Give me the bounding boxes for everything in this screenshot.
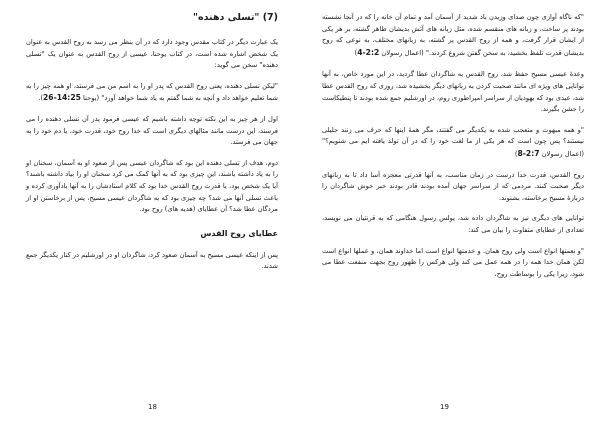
paragraph: پس از اینکه عیسی مسیح به آسمان صعود کرد، شاگردان او در اورشلیم در کنار یکدیگر جمع شدند. — [26, 250, 278, 271]
paragraph: اول از هر چیز به این نکته توجه داشته باشیم که عیسی فرمود پدر آن تسلی دهنده را می فرستد، این درست مانند مثالهای دیگری است که خدا روح خود، قدرت خود، یا دم خود را به جهان می فرستد. — [26, 114, 278, 147]
quote-paragraph-john — [26, 81, 278, 105]
quote-end: ) — [354, 48, 358, 57]
quote-end: ) — [514, 149, 518, 158]
quote-text: "و همه مبهوت و متعجب شده به یکدیگر می گفتند، مگر همۀ اینها که حرف می زنند جلیلی نیستند؟ پس چون است که هر یکی از ما لغت خود را که در آن تولد یافته ایم می شنویم؟" (اعمال رسولان — [322, 125, 584, 158]
section-heading-comforter: (7) "تسلی دهنده" — [193, 12, 278, 23]
paragraph: روح القدس، قدرت خدا درست در زمان مناسب، به آنها قدرتی معجزه آسا داد تا به زبانهای دیگر صحبت کنند. مردمی که از سراسر جهان آمده بودند قادر بودند خبر خوش شاگردان را دربارۀ مسیح برخاسته، بشنوند. — [322, 170, 584, 202]
scripture-reference: 2:7-8 — [517, 148, 540, 158]
paragraph: توانایی های دیگری نیز به شاگردان داده شد، پولس رسول هنگامی که به قرنتیان می نویسد، تعدادی از عطایای متفاوت را بیان می کند: — [322, 214, 584, 234]
page-number: 19 — [440, 403, 449, 411]
right-page-column — [322, 12, 584, 289]
quote-paragraph-acts-2-7 — [322, 125, 584, 161]
quote-paragraph-acts-2-2 — [322, 12, 584, 59]
scripture-reference: 14:25-26 — [42, 93, 81, 103]
paragraph: دوم، هدف از تسلی دهنده این بود که شاگردان عیسی پس از صعود او به آسمان، سخنان او را به یاد داشته باشند، این چیزی بود که به آنها کمک می کرد سخنان او را بیاد داشته باشند؟ آیا یک شخص بود، یا قدرت روح القدس خدا بود که کلام استادشان را به آنها یادآوری کرده و باعث تسلی آنها می شد؟ چه چیزی بود که به شاگردان عیسی مسیح، پس از برخاستن او از مردگان عطا شد؟ آن عطایای (هدیه های) روح بود. — [26, 158, 278, 214]
quote-text: "که ناگاه آوازی چون صدای وزیدن باد شدید از آسمان آمد و تمام آن خانه را که در آنجا نشسته بودند پر ساخت، و زبانه های منقسم شده، مثل زبانه های آتش بدیشان ظاهر گشته، بر هر یکی از ایشان قرار گرفت، و همه از روح القدس پر گشته، به زبانهای مختلف، به نوعی که روح بدیشان قدرت تلفظ بخشید، به سخن گفتن شروع کردند." (اعمال رسولان — [322, 13, 584, 57]
paragraph: وعدۀ عیسی مسیح حفظ شد، روح القدس به شاگردان عطا گردید، در این مورد خاص، به آنها توانایی های ویژه ای مانند صحبت کردن به زبانهای دیگر بخشیده شد، روزی که روح القدس عطا شد، عیدی بود که یهودیان از سراسر امپراطوری روم، در اورشلیم جمع شده بودند تا پنطیکاست را جشن بگیرند. — [322, 70, 584, 114]
page-number: 18 — [148, 403, 157, 411]
paragraph: یک عبارت دیگر در کتاب مقدس وجود دارد که در آن بنظر می رسد به روح القدس به عنوان یک شخص اشاره شده است، در کتاب یوحنا، عیسی از روح القدس به عنوان یک "تسلی دهنده" سخن می گوید: — [26, 38, 278, 70]
scripture-reference: 2:2-4 — [357, 47, 380, 57]
left-page-column — [26, 12, 278, 282]
quote-paragraph-corinthians: "و نعمتها انواع است ولی روح همان. و خدمتها انواع است اما خداوند همان، و عملها انواع است لکن همان خدا همه را در همه عمل می کند ولی هرکس را ظهور روح بجهت منفعت عطا می شود، زیرا یکی را بوساطت روح، — [322, 246, 584, 278]
quote-end: ). — [38, 94, 43, 103]
right-page — [300, 0, 600, 425]
section-heading-gifts: عطایای روح القدس — [200, 228, 278, 238]
quote-text: "لیکن تسلی دهنده، یعنی روح القدس که پدر او را به اسم من می فرستد، او همه چیز را به شما تعلیم خواهد داد و آنچه به شما گفتم به یاد شما خواهد آورد" (یوحنا — [26, 81, 278, 103]
